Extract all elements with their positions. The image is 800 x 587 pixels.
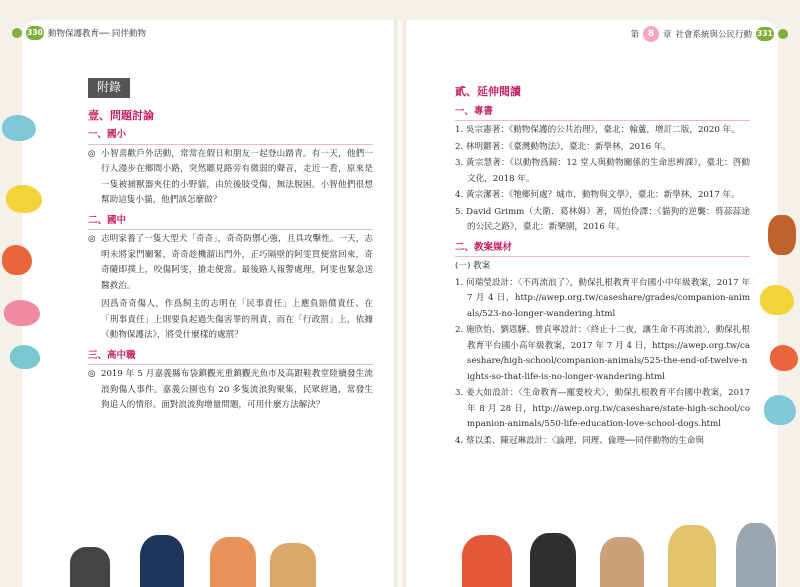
bird-illustration <box>764 395 796 425</box>
bird-illustration <box>2 245 32 275</box>
book-item: 1. 吳宗憲著：《動物保護的公共治理》，臺北：翰蘆，增訂二版，2020 年。 <box>455 125 740 135</box>
bird-illustration <box>10 345 40 369</box>
bullet-mark: ◎ <box>88 148 96 159</box>
paw-icon <box>778 29 788 39</box>
chapter-suffix: 章 <box>662 30 672 40</box>
book-item: 2. 林明鏘著：《臺灣動物法》，臺北：新學林，2016 年。 <box>455 141 671 152</box>
dog-illustration <box>140 535 184 587</box>
dog-illustration <box>668 525 716 587</box>
dog-illustration <box>270 543 316 587</box>
book-item: 5. David Grimm（大衛．葛林姆）著，周怡伶譯：《貓狗的逆襲：剪蒜蒜途的公民之路》，臺北：新樂園，2016 年。 <box>455 206 750 232</box>
sub-heading-books: 一、專書 <box>455 104 750 122</box>
lesson-item: 3. 姜大如設計：〈生命教育—寵愛校犬〉，動保扎根教育平台國中教案，2017 年 8 月 28 日，http://awep.org.tw/caseshare/state-high-school/companion-animals/550-life-education-love-school-dogs.html <box>455 388 750 429</box>
right-content <box>455 78 750 450</box>
chapter-prefix: 第 <box>630 30 639 40</box>
left-running-header <box>12 26 146 40</box>
fox-illustration <box>462 535 512 587</box>
bird-illustration <box>6 185 42 213</box>
section-title-discussion: 壹、問題討論 <box>88 108 154 122</box>
paw-icon <box>12 28 22 38</box>
dog-illustration <box>70 547 110 587</box>
left-header-title: 動物保護教育── 同伴動物 <box>48 29 146 39</box>
question-junior-high: ◎ 志明家養了一隻大型犬「奇奇」，奇奇防禦心強，且具攻擊性。一天，志明未將家門關緊，奇奇趁機溜出門外，正巧隔壁的阿雯買便當回來，奇奇隨即撲上，咬傷阿雯，搶走便當。最後路人報警處理，阿雯也緊急送醫救治。 <box>88 234 373 291</box>
chapter-number: 8 <box>643 26 659 42</box>
question-elementary: ◎ 小智喜歡戶外活動，常常在假日和朋友一起登山踏青。有一天，他們一行人漫步在鄉間小路，突然聽見路旁有微弱的聲音，走近一看，原來是一隻被捕獸器夾住的小野貓，由於後肢受傷，無法脫困。小智他們很想幫助這隻小貓，他們該怎麼做？ <box>88 148 373 205</box>
right-page-number: 331 <box>756 27 774 41</box>
section-title-reading: 貳、延伸閱讀 <box>455 85 521 98</box>
cat-illustration <box>210 537 256 587</box>
book-item: 3. 黃宗慧著：《以動物爲鏡：12 堂人與動物關係的生命思辨課》，臺北：啓動文化，2018 年。 <box>455 158 750 184</box>
cat-illustration <box>530 533 576 587</box>
cat-illustration <box>736 523 776 587</box>
book-item: 4. 黃宗潔著：《牠鄉何處？城市．動物與文學》，臺北：新學林，2017 年。 <box>455 190 740 200</box>
lesson-item: 4. 蔡以柔、陳冠琳設計：〈論理、同理、倫理──同伴動物的生命與 <box>455 435 705 446</box>
sub-heading-junior-high: 二、國中 <box>88 213 373 231</box>
question-high-school: ◎ 2019 年 5 月嘉義縣布袋鎮觀光重鎮觀光魚市及高跟鞋教堂陸續發生流浪狗傷人事件。嘉義公園也有 20 多隻流浪狗聚集，民眾經過，常發生狗追人的情形。面對浪流狗增量問題，可用什麼方法解決？ <box>88 369 373 410</box>
bullet-mark: ◎ <box>88 369 96 379</box>
bird-illustration <box>2 115 36 141</box>
sub-heading-elementary: 一、國小 <box>88 127 373 145</box>
lesson-plans-heading: (一) 教案 <box>455 261 491 271</box>
right-header-title: 社會系統與公民行動 <box>675 30 752 40</box>
dog-illustration <box>768 215 796 255</box>
question-junior-high-cont: 因爲奇奇傷人，作爲飼主的志明在「民事責任」上應負賠償責任、在「刑事責任」上則要負起過失傷害罪的刑責，而在「行政罰」上，依據《動物保護法》，將受什麼樣的處罰？ <box>101 299 373 340</box>
bird-illustration <box>760 285 794 315</box>
left-content <box>88 78 373 417</box>
left-page-number: 330 <box>26 26 44 40</box>
bird-illustration <box>4 300 40 326</box>
right-running-header <box>630 26 788 42</box>
book-gutter <box>394 20 406 587</box>
bird-illustration <box>770 345 798 371</box>
sub-heading-high-school: 三、高中職 <box>88 348 373 366</box>
sub-heading-materials: 二、教案媒材 <box>455 240 750 258</box>
bullet-mark: ◎ <box>88 234 96 244</box>
dog-illustration <box>600 537 644 587</box>
lesson-item: 1. 何瑞瑩設計：〈不再流浪了〉，動保扎根教育平台國小中年級教案，2017 年 7 月 4 日，http://awep.org.tw/caseshare/grades/companion-animals/523-no-longer-wandering.html <box>455 277 750 319</box>
appendix-badge: 附錄 <box>88 78 130 98</box>
lesson-item: 2. 施欣怡、劉恩驊、曾貞寧設計：〈終止十二夜，讓生命不再流浪〉，動保扎根教育平台國小高年級教案，2017 年 7 月 4 日，https://awep.org.tw/caseshare/high-school/companion-animals/525-the-end-of-twelve-nights-so-that-life-is-no-longer-wandering.html <box>455 325 750 382</box>
